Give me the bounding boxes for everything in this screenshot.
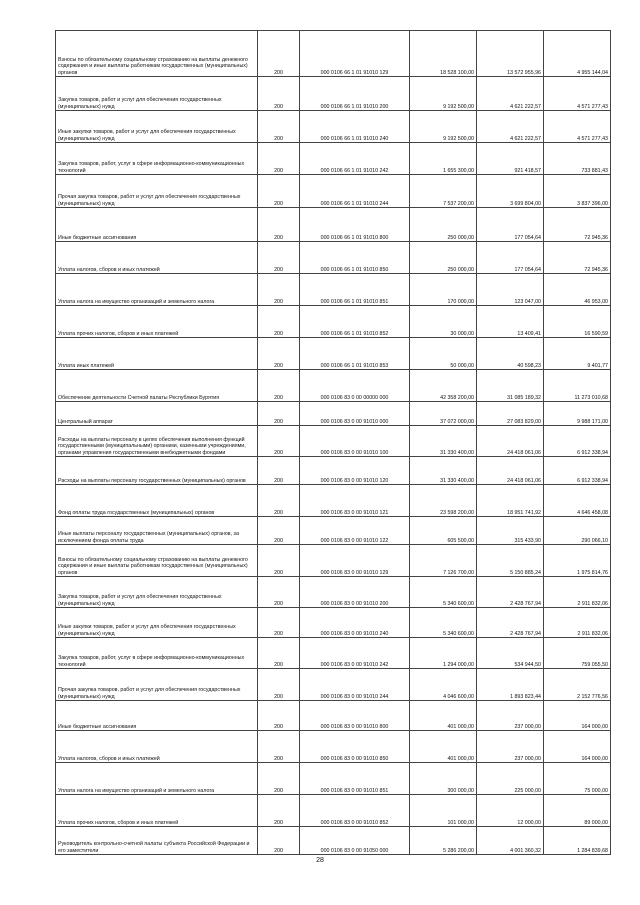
table-row xyxy=(56,485,611,517)
table-row xyxy=(56,31,611,77)
row-name-cell: Центральный аппарат xyxy=(56,402,258,426)
row-classification-code-cell: 000 0106 83 0 00 91050 000 xyxy=(300,827,410,855)
table-row xyxy=(56,669,611,701)
page-number: 28 xyxy=(316,857,324,864)
table-row xyxy=(56,577,611,608)
row-approved-amount-cell: 18 528 100,00 xyxy=(410,31,477,77)
row-admin-code-cell: 200 xyxy=(258,827,300,855)
row-name-cell: Расходы на выплаты персоналу государственных (муниципальных) органов xyxy=(56,457,258,485)
row-unexecuted-amount-cell: 1 975 814,76 xyxy=(544,545,611,577)
row-classification-code-cell: 000 0106 66 1 01 91010 129 xyxy=(300,31,410,77)
row-approved-amount-cell: 50 000,00 xyxy=(410,338,477,370)
row-name-cell: Закупка товаров, работ, услуг в сфере информационно-коммуникационных технологий xyxy=(56,638,258,669)
table-row xyxy=(56,208,611,242)
row-classification-code-cell: 000 0106 83 0 00 91010 122 xyxy=(300,517,410,545)
row-approved-amount-cell: 23 598 200,00 xyxy=(410,485,477,517)
row-approved-amount-cell: 5 340 600,00 xyxy=(410,608,477,638)
row-approved-amount-cell: 9 192 500,00 xyxy=(410,77,477,111)
row-name-cell: Прочая закупка товаров, работ и услуг для обеспечения государственных (муниципальных) нужд xyxy=(56,669,258,701)
row-admin-code-cell: 200 xyxy=(258,457,300,485)
row-unexecuted-amount-cell: 11 273 010,68 xyxy=(544,370,611,402)
table-row xyxy=(56,338,611,370)
table-row xyxy=(56,77,611,111)
row-admin-code-cell: 200 xyxy=(258,370,300,402)
row-executed-amount-cell: 177 054,64 xyxy=(477,208,544,242)
row-admin-code-cell: 200 xyxy=(258,242,300,274)
row-name-cell: Уплата иных платежей xyxy=(56,338,258,370)
row-executed-amount-cell: 237 000,00 xyxy=(477,701,544,731)
row-unexecuted-amount-cell: 6 912 338,94 xyxy=(544,457,611,485)
row-name-cell: Закупка товаров, работ и услуг для обеспечения государственных (муниципальных) нужд xyxy=(56,77,258,111)
table-row xyxy=(56,457,611,485)
row-admin-code-cell: 200 xyxy=(258,701,300,731)
table-row xyxy=(56,638,611,669)
row-name-cell: Иные бюджетные ассигнования xyxy=(56,208,258,242)
row-admin-code-cell: 200 xyxy=(258,545,300,577)
row-classification-code-cell: 000 0106 66 1 01 91010 200 xyxy=(300,77,410,111)
row-approved-amount-cell: 1 655 300,00 xyxy=(410,143,477,175)
row-executed-amount-cell: 1 893 823,44 xyxy=(477,669,544,701)
row-name-cell: Уплата налогов, сборов и иных платежей xyxy=(56,242,258,274)
row-approved-amount-cell: 250 000,00 xyxy=(410,208,477,242)
row-approved-amount-cell: 605 500,00 xyxy=(410,517,477,545)
table-row xyxy=(56,143,611,175)
row-approved-amount-cell: 250 000,00 xyxy=(410,242,477,274)
row-unexecuted-amount-cell: 2 911 832,06 xyxy=(544,577,611,608)
row-name-cell: Взносы по обязательному социальному страхованию на выплаты денежного содержания и иные выплаты работникам государственных (муниципальных) органов xyxy=(56,31,258,77)
row-admin-code-cell: 200 xyxy=(258,763,300,795)
row-unexecuted-amount-cell: 4 571 277,43 xyxy=(544,77,611,111)
row-executed-amount-cell: 24 418 061,06 xyxy=(477,426,544,457)
row-name-cell: Расходы на выплаты персоналу в целях обеспечения выполнения функций государственными (муниципальными) органами, казенными учреждениями, органами управления государственными внебюджетными фондами xyxy=(56,426,258,457)
row-classification-code-cell: 000 0106 83 0 00 91010 129 xyxy=(300,545,410,577)
row-classification-code-cell: 000 0106 83 0 00 91010 800 xyxy=(300,701,410,731)
table-row xyxy=(56,175,611,208)
row-admin-code-cell: 200 xyxy=(258,426,300,457)
table-row xyxy=(56,763,611,795)
row-executed-amount-cell: 4 001 360,32 xyxy=(477,827,544,855)
row-admin-code-cell: 200 xyxy=(258,608,300,638)
row-admin-code-cell: 200 xyxy=(258,175,300,208)
row-classification-code-cell: 000 0106 66 1 01 91010 244 xyxy=(300,175,410,208)
table-row xyxy=(56,111,611,143)
row-classification-code-cell: 000 0106 66 1 01 91010 240 xyxy=(300,111,410,143)
row-approved-amount-cell: 170 000,00 xyxy=(410,274,477,306)
row-approved-amount-cell: 5 340 600,00 xyxy=(410,577,477,608)
row-classification-code-cell: 000 0106 83 0 00 91010 240 xyxy=(300,608,410,638)
row-approved-amount-cell: 9 192 500,00 xyxy=(410,111,477,143)
row-name-cell: Прочая закупка товаров, работ и услуг для обеспечения государственных (муниципальных) нужд xyxy=(56,175,258,208)
table-row xyxy=(56,795,611,827)
budget-report-sheet xyxy=(55,30,610,855)
row-approved-amount-cell: 31 330 400,00 xyxy=(410,457,477,485)
row-name-cell: Уплата прочих налогов, сборов и иных платежей xyxy=(56,306,258,338)
row-unexecuted-amount-cell: 9 988 171,00 xyxy=(544,402,611,426)
table-row xyxy=(56,370,611,402)
table-row xyxy=(56,306,611,338)
row-executed-amount-cell: 2 428 767,94 xyxy=(477,608,544,638)
table-row xyxy=(56,402,611,426)
row-unexecuted-amount-cell: 2 911 832,06 xyxy=(544,608,611,638)
table-body xyxy=(56,31,611,855)
row-unexecuted-amount-cell: 72 945,36 xyxy=(544,208,611,242)
row-admin-code-cell: 200 xyxy=(258,517,300,545)
row-executed-amount-cell: 3 699 804,00 xyxy=(477,175,544,208)
row-name-cell: Иные выплаты персоналу государственных (муниципальных) органов, за исключением фонда оплаты труда xyxy=(56,517,258,545)
row-admin-code-cell: 200 xyxy=(258,77,300,111)
row-unexecuted-amount-cell: 46 953,00 xyxy=(544,274,611,306)
row-admin-code-cell: 200 xyxy=(258,111,300,143)
row-approved-amount-cell: 4 046 600,00 xyxy=(410,669,477,701)
row-executed-amount-cell: 2 428 767,94 xyxy=(477,577,544,608)
row-classification-code-cell: 000 0106 83 0 00 91010 200 xyxy=(300,577,410,608)
row-classification-code-cell: 000 0106 83 0 00 91010 850 xyxy=(300,731,410,763)
row-unexecuted-amount-cell: 89 000,00 xyxy=(544,795,611,827)
row-executed-amount-cell: 4 621 222,57 xyxy=(477,111,544,143)
row-unexecuted-amount-cell: 4 646 458,08 xyxy=(544,485,611,517)
table-row xyxy=(56,426,611,457)
row-admin-code-cell: 200 xyxy=(258,306,300,338)
row-classification-code-cell: 000 0106 83 0 00 91010 120 xyxy=(300,457,410,485)
row-name-cell: Уплата налога на имущество организаций и земельного налога xyxy=(56,763,258,795)
row-unexecuted-amount-cell: 1 284 839,68 xyxy=(544,827,611,855)
row-admin-code-cell: 200 xyxy=(258,208,300,242)
row-classification-code-cell: 000 0106 83 0 00 91010 100 xyxy=(300,426,410,457)
row-name-cell: Фонд оплаты труда государственных (муниципальных) органов xyxy=(56,485,258,517)
row-classification-code-cell: 000 0106 66 1 01 91010 800 xyxy=(300,208,410,242)
row-approved-amount-cell: 101 000,00 xyxy=(410,795,477,827)
row-executed-amount-cell: 534 944,50 xyxy=(477,638,544,669)
row-admin-code-cell: 200 xyxy=(258,485,300,517)
row-unexecuted-amount-cell: 6 912 338,94 xyxy=(544,426,611,457)
row-classification-code-cell: 000 0106 66 1 01 91010 852 xyxy=(300,306,410,338)
row-classification-code-cell: 000 0106 83 0 00 91010 242 xyxy=(300,638,410,669)
row-unexecuted-amount-cell: 4 571 277,43 xyxy=(544,111,611,143)
row-name-cell: Иные закупки товаров, работ и услуг для обеспечения государственных (муниципальных) нужд xyxy=(56,111,258,143)
row-unexecuted-amount-cell: 759 055,50 xyxy=(544,638,611,669)
row-classification-code-cell: 000 0106 66 1 01 91010 850 xyxy=(300,242,410,274)
row-unexecuted-amount-cell: 72 945,36 xyxy=(544,242,611,274)
row-unexecuted-amount-cell: 16 590,59 xyxy=(544,306,611,338)
row-approved-amount-cell: 37 072 000,00 xyxy=(410,402,477,426)
row-executed-amount-cell: 13 409,41 xyxy=(477,306,544,338)
row-executed-amount-cell: 12 000,00 xyxy=(477,795,544,827)
row-executed-amount-cell: 18 951 741,92 xyxy=(477,485,544,517)
row-executed-amount-cell: 237 000,00 xyxy=(477,731,544,763)
row-unexecuted-amount-cell: 2 152 776,56 xyxy=(544,669,611,701)
row-unexecuted-amount-cell: 164 000,00 xyxy=(544,731,611,763)
row-executed-amount-cell: 225 000,00 xyxy=(477,763,544,795)
table-row xyxy=(56,731,611,763)
row-executed-amount-cell: 4 621 222,57 xyxy=(477,77,544,111)
row-approved-amount-cell: 5 286 200,00 xyxy=(410,827,477,855)
row-approved-amount-cell: 401 000,00 xyxy=(410,701,477,731)
row-approved-amount-cell: 30 000,00 xyxy=(410,306,477,338)
row-admin-code-cell: 200 xyxy=(258,402,300,426)
row-admin-code-cell: 200 xyxy=(258,731,300,763)
row-unexecuted-amount-cell: 3 837 396,00 xyxy=(544,175,611,208)
row-executed-amount-cell: 31 085 189,32 xyxy=(477,370,544,402)
row-name-cell: Уплата налога на имущество организаций и земельного налога xyxy=(56,274,258,306)
row-executed-amount-cell: 40 598,23 xyxy=(477,338,544,370)
row-classification-code-cell: 000 0106 83 0 00 91010 244 xyxy=(300,669,410,701)
table-row xyxy=(56,545,611,577)
row-classification-code-cell: 000 0106 66 1 01 91010 853 xyxy=(300,338,410,370)
row-classification-code-cell: 000 0106 66 1 01 91010 851 xyxy=(300,274,410,306)
row-admin-code-cell: 200 xyxy=(258,274,300,306)
row-classification-code-cell: 000 0106 83 0 00 91010 851 xyxy=(300,763,410,795)
row-approved-amount-cell: 7 537 200,00 xyxy=(410,175,477,208)
row-classification-code-cell: 000 0106 83 0 00 91010 852 xyxy=(300,795,410,827)
row-name-cell: Иные закупки товаров, работ и услуг для обеспечения государственных (муниципальных) нужд xyxy=(56,608,258,638)
row-name-cell: Взносы по обязательному социальному страхованию на выплаты денежного содержания и иные выплаты работникам государственных (муниципальных) органов xyxy=(56,545,258,577)
row-unexecuted-amount-cell: 4 955 144,04 xyxy=(544,31,611,77)
row-approved-amount-cell: 300 000,00 xyxy=(410,763,477,795)
row-executed-amount-cell: 13 572 955,96 xyxy=(477,31,544,77)
row-unexecuted-amount-cell: 9 401,77 xyxy=(544,338,611,370)
row-name-cell: Руководитель контрольно-счетной палаты субъекта Российской Федерации и его заместители xyxy=(56,827,258,855)
budget-execution-table xyxy=(55,30,611,855)
row-executed-amount-cell: 177 054,64 xyxy=(477,242,544,274)
row-executed-amount-cell: 24 418 061,06 xyxy=(477,457,544,485)
row-name-cell: Уплата налогов, сборов и иных платежей xyxy=(56,731,258,763)
row-name-cell: Закупка товаров, работ и услуг для обеспечения государственных (муниципальных) нужд xyxy=(56,577,258,608)
row-approved-amount-cell: 31 330 400,00 xyxy=(410,426,477,457)
row-executed-amount-cell: 123 047,00 xyxy=(477,274,544,306)
row-name-cell: Уплата прочих налогов, сборов и иных платежей xyxy=(56,795,258,827)
table-row xyxy=(56,827,611,855)
row-approved-amount-cell: 1 294 000,00 xyxy=(410,638,477,669)
row-admin-code-cell: 200 xyxy=(258,577,300,608)
row-admin-code-cell: 200 xyxy=(258,669,300,701)
table-row xyxy=(56,242,611,274)
row-executed-amount-cell: 27 083 829,00 xyxy=(477,402,544,426)
table-row xyxy=(56,608,611,638)
row-classification-code-cell: 000 0106 83 0 00 00000 000 xyxy=(300,370,410,402)
row-classification-code-cell: 000 0106 83 0 00 91010 000 xyxy=(300,402,410,426)
row-admin-code-cell: 200 xyxy=(258,31,300,77)
row-admin-code-cell: 200 xyxy=(258,338,300,370)
table-row xyxy=(56,701,611,731)
row-approved-amount-cell: 7 126 700,00 xyxy=(410,545,477,577)
row-classification-code-cell: 000 0106 66 1 01 91010 242 xyxy=(300,143,410,175)
row-admin-code-cell: 200 xyxy=(258,638,300,669)
row-executed-amount-cell: 315 433,90 xyxy=(477,517,544,545)
row-admin-code-cell: 200 xyxy=(258,143,300,175)
row-name-cell: Обеспечение деятельности Счетной палаты Республики Бурятия xyxy=(56,370,258,402)
row-name-cell: Иные бюджетные ассигнования xyxy=(56,701,258,731)
row-unexecuted-amount-cell: 290 066,10 xyxy=(544,517,611,545)
row-approved-amount-cell: 401 000,00 xyxy=(410,731,477,763)
row-executed-amount-cell: 921 418,57 xyxy=(477,143,544,175)
row-unexecuted-amount-cell: 164 000,00 xyxy=(544,701,611,731)
row-classification-code-cell: 000 0106 83 0 00 91010 121 xyxy=(300,485,410,517)
table-row xyxy=(56,274,611,306)
row-unexecuted-amount-cell: 75 000,00 xyxy=(544,763,611,795)
row-executed-amount-cell: 5 150 885,24 xyxy=(477,545,544,577)
row-name-cell: Закупка товаров, работ, услуг в сфере информационно-коммуникационных технологий xyxy=(56,143,258,175)
table-row xyxy=(56,517,611,545)
row-admin-code-cell: 200 xyxy=(258,795,300,827)
row-unexecuted-amount-cell: 733 881,43 xyxy=(544,143,611,175)
row-approved-amount-cell: 42 358 200,00 xyxy=(410,370,477,402)
